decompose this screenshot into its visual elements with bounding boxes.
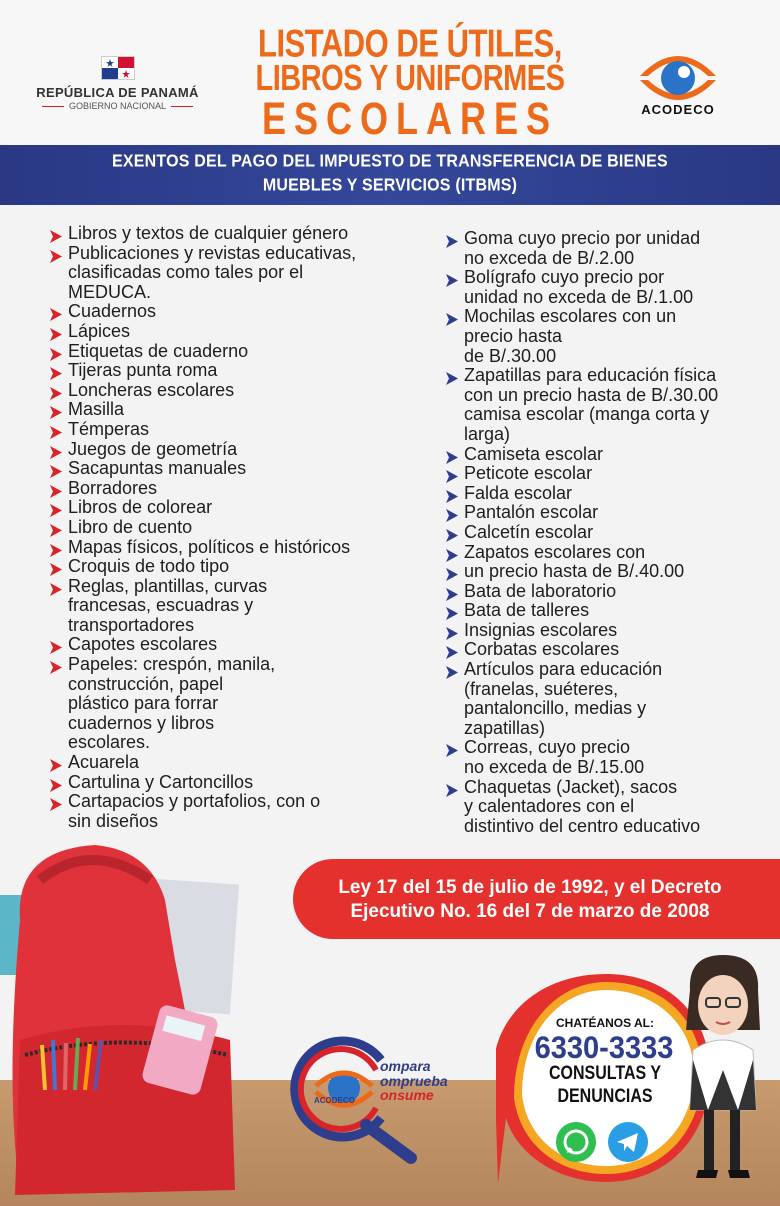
chevron-right-icon	[50, 542, 62, 555]
right-list-item	[444, 503, 779, 523]
chevron-right-icon	[50, 365, 62, 378]
left-list-item	[48, 381, 418, 401]
left-list-item	[48, 753, 418, 773]
left-item-text: Reglas, plantillas, curvas francesas, escuadras y transportadores	[68, 575, 268, 635]
chevron-right-icon	[50, 777, 62, 790]
right-list-item	[444, 523, 779, 543]
left-item-text: Acuarela	[68, 752, 140, 773]
page-title-line2: LIBROS Y UNIFORMES	[255, 58, 565, 99]
right-item-text: Zapatillas para educación física con un precio hasta de B/.30.00 camisa escolar (manga corta y larga)	[464, 365, 719, 444]
left-item-text: Papeles: crespón, manila, construcción, papel plástico para forrar cuadernos y libros escolares.	[68, 654, 276, 753]
right-item-text: Peticote escolar	[464, 463, 593, 484]
right-list-item	[444, 366, 779, 444]
chevron-right-icon	[50, 346, 62, 359]
government-subtitle: GOBIERNO NACIONAL	[30, 101, 205, 111]
chevron-right-icon	[50, 306, 62, 319]
chevron-right-icon	[50, 796, 62, 809]
chevron-right-icon	[50, 424, 62, 437]
chevron-right-icon	[50, 502, 62, 515]
chevron-right-icon	[50, 581, 62, 594]
left-item-text: Cartapacios y portafolios, con o sin diseños	[68, 791, 321, 831]
left-list-item	[48, 557, 418, 577]
page-title-line1: LISTADO DE ÚTILES,	[258, 21, 562, 66]
chevron-right-icon	[50, 463, 62, 476]
law-banner-text	[300, 876, 760, 924]
left-item-text: Loncheras escolares	[68, 379, 235, 400]
right-item-text: Zapatos escolares con	[464, 541, 646, 562]
chevron-right-icon	[446, 272, 458, 285]
chevron-right-icon	[446, 488, 458, 501]
left-item-text: Juegos de geometría	[68, 438, 238, 459]
left-item-text: Masilla	[68, 399, 125, 420]
right-list-item	[444, 229, 779, 268]
law-line1: Ley 17 del 15 de julio de 1992, y el Decreto	[338, 877, 722, 898]
right-item-text: Bolígrafo cuyo precio por unidad no exceda de B/.1.00	[464, 267, 694, 307]
chevron-right-icon	[446, 742, 458, 755]
chevron-right-icon	[446, 782, 458, 795]
left-list-item	[48, 400, 418, 420]
left-item-text: Croquis de todo tipo	[68, 556, 230, 577]
chevron-right-icon	[446, 586, 458, 599]
campaign-acodeco-text: ACODECO	[314, 1096, 355, 1105]
left-list-item	[48, 244, 418, 303]
left-item-text: Cartulina y Cartoncillos	[68, 771, 254, 792]
left-item-text: Cuadernos	[68, 301, 157, 322]
chevron-right-icon	[446, 468, 458, 481]
chevron-right-icon	[446, 233, 458, 246]
left-item-text: Borradores	[68, 477, 158, 498]
right-item-text: Camiseta escolar	[464, 443, 604, 464]
chevron-right-icon	[446, 527, 458, 540]
right-list-item	[444, 601, 779, 621]
government-name: REPÚBLICA DE PANAMÁ	[36, 85, 199, 100]
consultas-line2: DENUNCIAS	[557, 1086, 653, 1107]
left-list-item	[48, 792, 418, 831]
left-item-text: Témperas	[68, 418, 150, 439]
right-item-text: Chaquetas (Jacket), sacos y calentadores con el distintivo del centro educativo	[464, 776, 701, 836]
left-list-item	[48, 773, 418, 793]
left-list-item	[48, 322, 418, 342]
left-list-item	[48, 479, 418, 499]
right-item-text: Bata de talleres	[464, 600, 590, 621]
chat-label: CHATÉANOS AL:	[556, 1016, 654, 1030]
chevron-right-icon	[50, 659, 62, 672]
chevron-right-icon	[446, 449, 458, 462]
law-line2: Ejecutivo No. 16 del 7 de marzo de 2008	[350, 901, 710, 922]
page-title-line3: ESCOLARES	[261, 92, 559, 144]
right-item-list	[444, 229, 779, 836]
left-item-text: Libros y textos de cualquier género	[68, 223, 349, 243]
right-list-item	[444, 640, 779, 660]
left-list-item	[48, 577, 418, 636]
left-list-item	[48, 342, 418, 362]
backpack-illustration-icon	[0, 840, 250, 1206]
right-list-item	[444, 464, 779, 484]
right-list-item	[444, 660, 779, 738]
left-list-item	[48, 498, 418, 518]
right-item-text: Calcetín escolar	[464, 521, 594, 542]
chevron-right-icon	[50, 444, 62, 457]
telegram-icon[interactable]	[608, 1122, 648, 1162]
chevron-right-icon	[50, 326, 62, 339]
left-item-text: Capotes escolares	[68, 634, 218, 655]
left-item-text: Etiquetas de cuaderno	[68, 340, 249, 361]
chevron-right-icon	[446, 644, 458, 657]
left-item-text: Libro de cuento	[68, 516, 193, 537]
right-item-text: Mochilas escolares con un precio hasta de B/.30.00	[464, 306, 677, 366]
phone-number[interactable]: 6330-3333	[534, 1030, 674, 1066]
left-item-text: Lápices	[68, 320, 131, 341]
left-list-item	[48, 302, 418, 322]
right-list-item	[444, 543, 779, 563]
left-list-item	[48, 459, 418, 479]
right-list-item	[444, 621, 779, 641]
left-list-item	[48, 655, 418, 753]
chevron-right-icon	[50, 522, 62, 535]
chevron-right-icon	[446, 311, 458, 324]
chevron-right-icon	[50, 385, 62, 398]
chevron-right-icon	[446, 547, 458, 560]
left-list-item	[48, 440, 418, 460]
campaign-comprueba: omprueba	[380, 1073, 448, 1089]
right-item-text: Corbatas escolares	[464, 639, 620, 660]
right-list-item	[444, 738, 779, 777]
right-item-text: un precio hasta de B/.40.00	[464, 561, 685, 582]
left-item-text: Libros de colorear	[68, 497, 213, 518]
panama-flag-icon	[101, 56, 135, 80]
chevron-right-icon	[446, 566, 458, 579]
right-item-text: Correas, cuyo precio no exceda de B/.15.00	[464, 737, 645, 778]
right-list-item	[444, 562, 779, 582]
chevron-right-icon	[50, 228, 62, 241]
chevron-right-icon	[446, 507, 458, 520]
consultas-line1: CONSULTAS Y	[548, 1063, 661, 1084]
chevron-right-icon	[50, 248, 62, 261]
left-item-list	[48, 224, 418, 831]
chevron-right-icon	[446, 664, 458, 677]
campaign-consume: onsume	[380, 1087, 434, 1103]
left-list-item	[48, 420, 418, 440]
chevron-right-icon	[446, 625, 458, 638]
right-item-text: Goma cuyo precio por unidad no exceda de B/.2.00	[464, 228, 701, 268]
left-list-item	[48, 361, 418, 381]
chevron-right-icon	[50, 561, 62, 574]
left-list-item	[48, 635, 418, 655]
left-list-item	[48, 224, 418, 244]
right-item-text: Artículos para educación (franelas, suéteres, pantaloncillo, medias y zapatillas)	[464, 659, 663, 738]
acodeco-brand-text: ACODECO	[641, 102, 715, 117]
chevron-right-icon	[50, 404, 62, 417]
right-item-text: Falda escolar	[464, 482, 573, 503]
exemption-banner-text: EXENTOS DEL PAGO DEL IMPUESTO DE TRANSFERENCIA DE BIENES MUEBLES Y SERVICIOS (ITBMS)	[112, 152, 668, 195]
right-list-item	[444, 445, 779, 465]
campaign-compara: ompara	[380, 1058, 431, 1074]
right-item-text: Bata de laboratorio	[464, 580, 617, 601]
right-list-item	[444, 268, 779, 307]
right-item-text: Insignias escolares	[464, 619, 618, 640]
left-list-item	[48, 518, 418, 538]
right-list-item	[444, 484, 779, 504]
right-list-item	[444, 307, 779, 366]
chevron-right-icon	[446, 370, 458, 383]
left-item-text: Tijeras punta roma	[68, 360, 218, 381]
chevron-right-icon	[50, 483, 62, 496]
left-item-text: Mapas físicos, políticos e históricos	[68, 536, 351, 557]
assistant-woman-illustration-icon	[668, 950, 778, 1180]
left-list-item	[48, 538, 418, 558]
left-item-text: Sacapuntas manuales	[68, 458, 247, 479]
chevron-right-icon	[50, 757, 62, 770]
chevron-right-icon	[446, 605, 458, 618]
chevron-right-icon	[50, 639, 62, 652]
right-list-item	[444, 778, 779, 837]
consultas-text	[530, 1062, 680, 1108]
whatsapp-icon[interactable]	[556, 1122, 596, 1162]
right-item-text: Pantalón escolar	[464, 502, 599, 523]
left-item-text: Publicaciones y revistas educativas, clasificadas como tales por el MEDUCA.	[68, 242, 357, 302]
right-list-item	[444, 582, 779, 602]
